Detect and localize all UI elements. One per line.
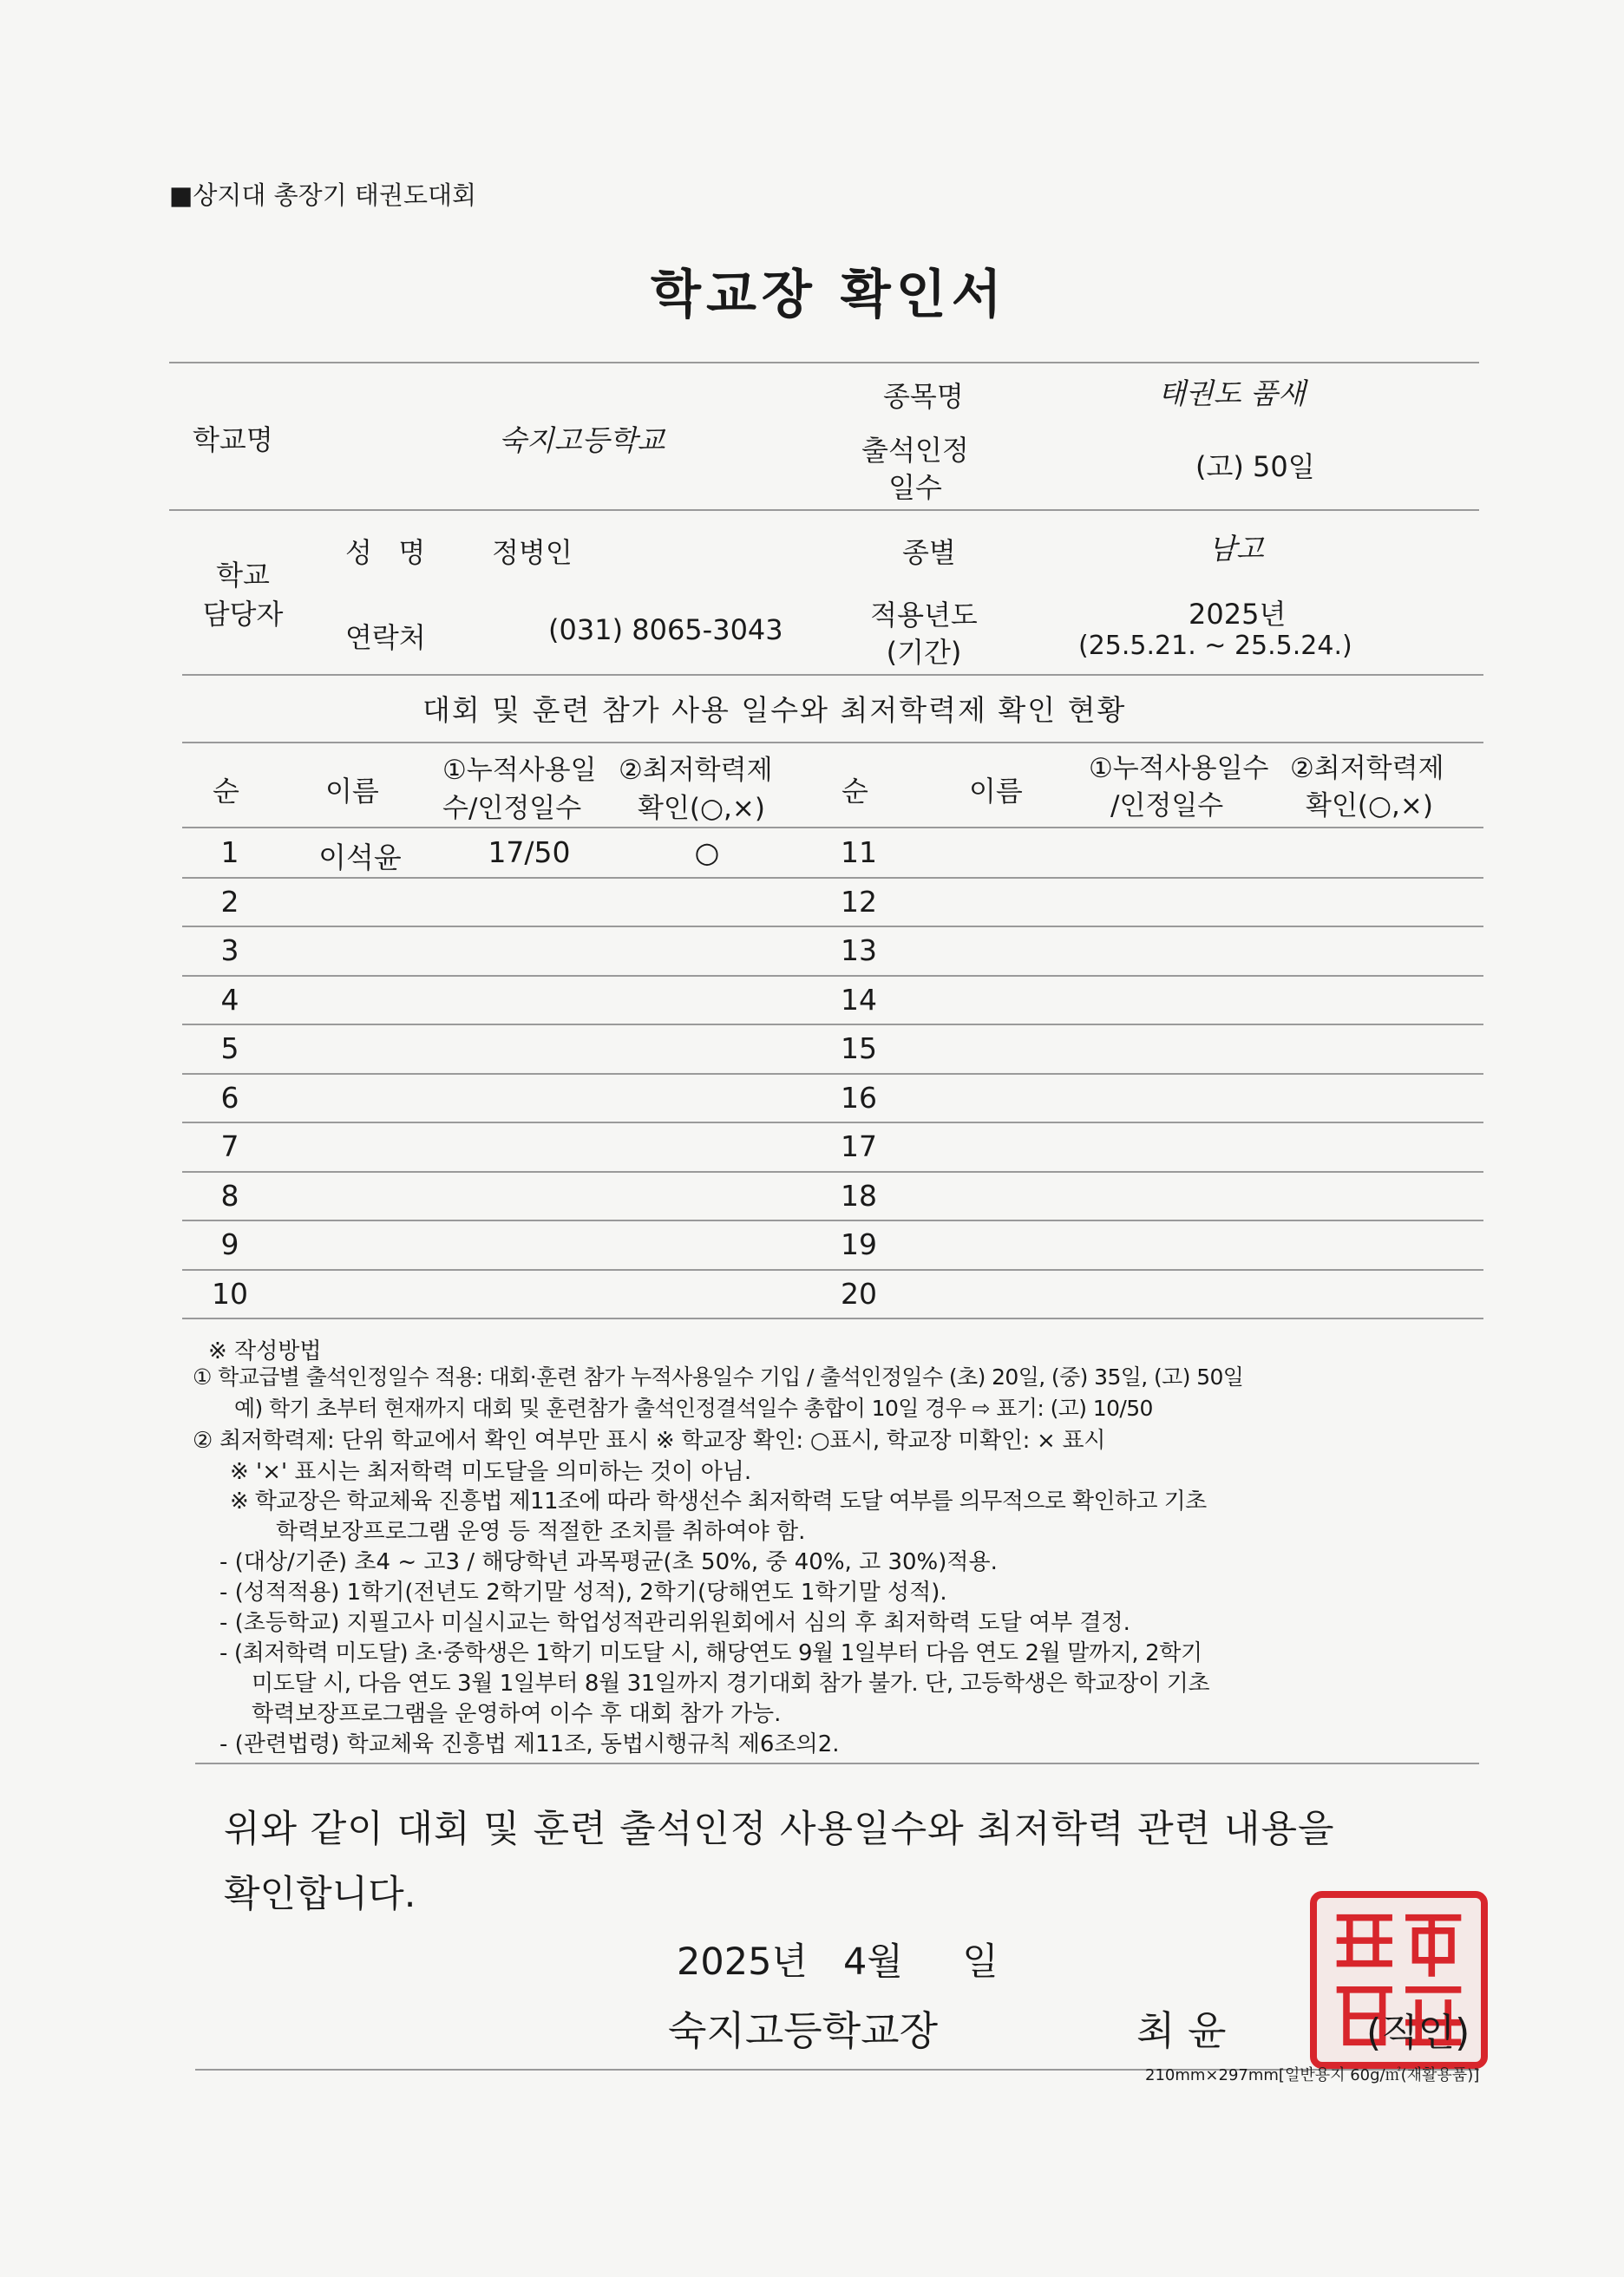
row-number-right: 18	[841, 1178, 877, 1213]
manager-label-1: 학교	[216, 559, 270, 592]
notes-divider	[195, 1763, 1479, 1764]
header-days-1: ①누적사용일	[442, 755, 597, 786]
header-days-right-1: ①누적사용일수	[1089, 753, 1269, 784]
row-name: 이석윤	[318, 841, 402, 874]
table-top-line	[182, 742, 1483, 743]
attend-label-1: 출석인정	[861, 434, 969, 467]
year-value: 2025년	[1189, 598, 1287, 631]
contact-value: (031) 8065-3043	[548, 613, 783, 646]
info-mid-line	[169, 509, 1479, 511]
note-2c: 학력보장프로그램 운영 등 적절한 조치를 취하여야 함.	[276, 1519, 806, 1545]
row-number-right: 11	[841, 835, 877, 869]
school-label: 학교명	[193, 423, 273, 456]
paper-spec-footer: 210mm×297mm[일반용지 60g/㎡(재활용품)]	[1145, 2066, 1480, 2084]
notes-heading: ※ 작성방법	[208, 1338, 322, 1364]
bullet-minimum: - (최저학력 미도달) 초·중학생은 1학기 미도달 시, 해당연도 9월 1일부터 다음 연도 2월 말까지, 2학기	[219, 1640, 1202, 1666]
period-value: (25.5.21. ~ 25.5.24.)	[1078, 631, 1352, 661]
row-divider	[182, 1220, 1483, 1221]
header-min-right-1: ②최저학력제	[1290, 753, 1444, 784]
principal-title: 숙지고등학교장	[668, 2007, 939, 2054]
note-2a: ※ '×' 표시는 최저학력 미도달을 의미하는 것이 아님.	[230, 1459, 752, 1485]
row-min-check: ○	[694, 835, 720, 869]
row-number: 8	[220, 1178, 239, 1213]
bullet-minimum-c: 학력보장프로그램을 운영하여 이수 후 대회 참가 가능.	[252, 1701, 782, 1727]
row-number-right: 19	[841, 1227, 877, 1261]
bullet-grade: - (성적적용) 1학기(전년도 2학기말 성적), 2학기(당해연도 1학기말 성적).	[219, 1580, 947, 1606]
note-2: ② 최저학력제: 단위 학교에서 확인 여부만 표시 ※ 학교장 확인: ○표시, 학교장 미확인: × 표시	[193, 1428, 1106, 1454]
event-label: 종목명	[883, 380, 964, 413]
row-divider	[182, 1269, 1483, 1271]
bullet-elementary: - (초등학교) 지필고사 미실시교는 학업성적관리위원회에서 심의 후 최저학력 도달 여부 결정.	[219, 1610, 1130, 1636]
row-divider	[182, 926, 1483, 927]
principal-name: 최 윤	[1136, 2007, 1227, 2054]
header-min-1: ②최저학력제	[619, 755, 773, 786]
row-number-right: 17	[841, 1129, 877, 1163]
bullet-target: - (대상/기준) 초4 ~ 고3 / 해당학년 과목평균(초 50%, 중 40%, 고 30%)적용.	[219, 1549, 998, 1575]
bullet-law: - (관련법령) 학교체육 진흥법 제11조, 동법시행규칙 제6조의2.	[219, 1731, 840, 1757]
row-divider	[182, 1073, 1483, 1075]
date: 2025년 4월 일	[677, 1940, 999, 1984]
row-number-right: 13	[841, 933, 877, 967]
row-number: 4	[220, 982, 239, 1017]
note-2b: ※ 학교장은 학교체육 진흥법 제11조에 따라 학생선수 최저학력 도달 여부를 의무적으로 확인하고 기초	[230, 1489, 1207, 1515]
row-number-right: 14	[841, 982, 877, 1017]
page-title: 학교장 확인서	[651, 265, 1007, 325]
school-value: 숙지고등학교	[499, 423, 665, 457]
note-1: ① 학교급별 출석인정일수 적용: 대회·훈련 참가 누적사용일수 기입 / 출석인정일수 (초) 20일, (중) 35일, (고) 50일	[193, 1364, 1244, 1390]
row-number: 9	[220, 1227, 239, 1261]
row-number: 6	[220, 1080, 239, 1115]
row-number: 1	[220, 835, 239, 869]
bullet-minimum-b: 미도달 시, 다음 연도 3월 1일부터 8월 31일까지 경기대회 참가 불가. 단, 고등학생은 학교장이 기초	[252, 1671, 1210, 1697]
name-value: 정병인	[492, 536, 573, 569]
attend-label-2: 일수	[888, 471, 942, 504]
row-number-right: 16	[841, 1080, 877, 1115]
row-number: 3	[220, 933, 239, 967]
row-divider	[182, 1318, 1483, 1319]
header-min-2: 확인(○,×)	[638, 793, 765, 824]
header-no-right: 순	[841, 775, 868, 808]
header-days-right-2: /인정일수	[1110, 790, 1224, 821]
row-number-right: 20	[841, 1276, 877, 1311]
info-bottom-line	[182, 674, 1483, 676]
row-divider	[182, 1171, 1483, 1173]
row-days: 17/50	[488, 835, 571, 869]
confirm-line-1: 위와 같이 대회 및 훈련 출석인정 사용일수와 최저학력 관련 내용을	[224, 1808, 1335, 1851]
year-label-2: (기간)	[886, 636, 962, 669]
row-divider	[182, 1122, 1483, 1123]
row-divider	[182, 1024, 1483, 1025]
header-name: 이름	[325, 775, 379, 808]
confirm-line-2: 확인합니다.	[224, 1873, 416, 1916]
header-days-2: 수/인정일수	[442, 793, 582, 824]
row-number-right: 12	[841, 884, 877, 919]
row-number-right: 15	[841, 1031, 877, 1065]
row-number: 2	[220, 884, 239, 919]
section-title: 대회 및 훈련 참가 사용 일수와 최저학력제 확인 현황	[422, 693, 1127, 727]
header-label: ■상지대 총장기 태권도대회	[169, 180, 476, 210]
row-number: 5	[220, 1031, 239, 1065]
event-value: 태권도 품새	[1158, 376, 1306, 410]
header-min-right-2: 확인(○,×)	[1306, 790, 1433, 821]
info-top-line	[169, 362, 1479, 363]
gender-label: 종별	[902, 536, 956, 569]
seal-label: (직인)	[1366, 2011, 1470, 2055]
row-divider	[182, 975, 1483, 977]
manager-label-2: 담당자	[202, 598, 284, 631]
year-label-1: 적용년도	[870, 599, 978, 631]
attend-value: (고) 50일	[1195, 450, 1315, 483]
note-1b: 예) 학기 초부터 현재까지 대회 및 훈련참가 출석인정결석일수 총합이 10일 경우 ⇨ 표기: (고) 10/50	[234, 1396, 1153, 1421]
table-header-line	[182, 827, 1483, 828]
name-label: 성 명	[345, 536, 426, 569]
contact-label: 연락처	[345, 621, 426, 654]
row-divider	[182, 877, 1483, 879]
header-name-right: 이름	[969, 775, 1023, 808]
row-number: 10	[212, 1276, 248, 1311]
gender-value: 남고	[1208, 532, 1264, 566]
header-no: 순	[213, 775, 239, 808]
row-number: 7	[220, 1129, 239, 1163]
